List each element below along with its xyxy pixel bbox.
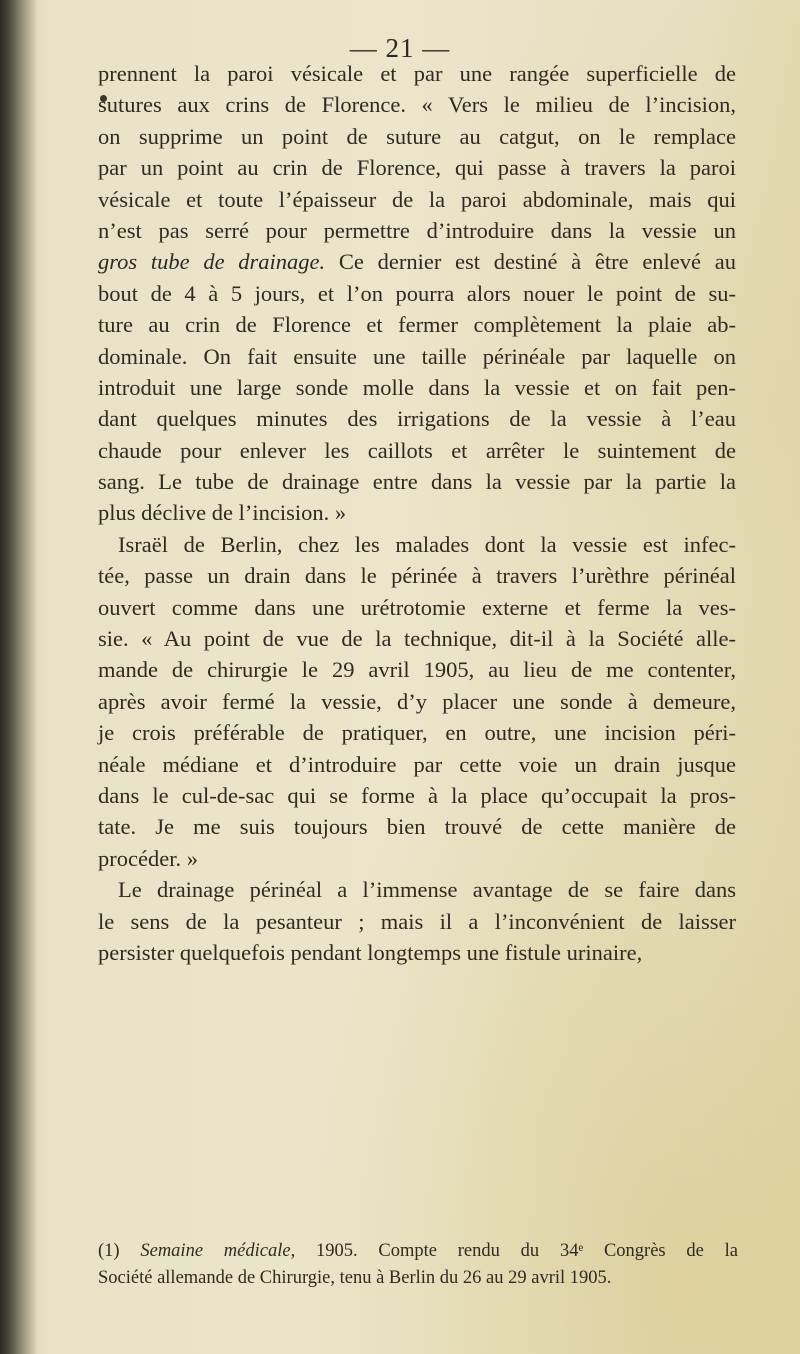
text-line-content: introduit une large sonde molle dans la vessie et on fait pen- (98, 374, 736, 400)
text-line-content: je crois préférable de pratiquer, en outre, une incision péri- (98, 720, 736, 746)
text-line (98, 58, 736, 89)
text-line-content: Le drainage périnéal a l’immense avantage de se faire dans (118, 877, 736, 903)
footnote-line-1-rest: , 1905. Compte rendu du 34ᵉ Congrès de la (290, 1241, 738, 1261)
footnote-journal-title: Semaine médicale (140, 1241, 291, 1261)
text-line (98, 529, 736, 560)
text-line-content: ouvert comme dans une urétrotomie externe et ferme la ves- (98, 594, 736, 620)
text-line-content: le sens de la pesanteur ; mais il a l’inconvénient de laisser (98, 908, 736, 934)
text-line (98, 906, 736, 937)
text-line-content: procéder. » (98, 845, 198, 871)
text-line-content: persister quelquefois pendant longtemps une fistule urinaire, (98, 939, 643, 965)
text-line (98, 749, 736, 780)
text-line (98, 372, 736, 403)
text-line-content: chaude pour enlever les caillots et arrêter le suintement de (98, 437, 736, 463)
text-line (98, 560, 736, 591)
text-line (98, 874, 736, 905)
footnote-marker: (1) (98, 1241, 141, 1261)
text-line (98, 654, 736, 685)
text-line-content: tate. Je me suis toujours bien trouvé de cette manière de (98, 814, 736, 840)
text-line (98, 717, 736, 748)
text-line-content: vésicale et toute l’épaisseur de la paroi abdominale, mais qui (98, 186, 736, 212)
text-line-content: dominale. On fait ensuite une taille périnéale par laquelle on (98, 343, 736, 369)
text-line (98, 215, 736, 246)
text-line (98, 121, 736, 152)
text-line-content: mande de chirurgie le 29 avril 1905, au lieu de me contenter, (98, 657, 736, 683)
text-line-content: ture au crin de Florence et fermer complètement la plaie ab- (98, 312, 736, 338)
text-line (98, 592, 736, 623)
text-line-content: dant quelques minutes des irrigations de la vessie à l’eau (98, 406, 736, 432)
text-line-content: après avoir fermé la vessie, d’y placer une sonde à demeure, (98, 688, 736, 714)
footnote-line-1 (98, 1238, 738, 1265)
text-line (98, 497, 736, 528)
text-line-content: prennent la paroi vésicale et par une rangée superficielle de (98, 61, 736, 86)
text-line (98, 309, 736, 340)
text-line (98, 89, 736, 120)
text-line-content: néale médiane et d’introduire par cette voie un drain jusque (98, 751, 736, 777)
text-line-content: tée, passe un drain dans le périnée à travers l’urèthre périnéal (98, 563, 736, 589)
italic-phrase: gros tube de drainage. (98, 249, 326, 275)
page-number: — 21 — (349, 33, 451, 63)
body-text (98, 58, 736, 968)
text-line (98, 780, 736, 811)
text-line (98, 341, 736, 372)
text-line-content: sang. Le tube de drainage entre dans la vessie par la partie la (98, 469, 736, 495)
text-line (98, 435, 736, 466)
text-line-content: Israël de Berlin, chez les malades dont la vessie est infec- (118, 531, 736, 557)
text-line (98, 811, 736, 842)
text-line-content: plus déclive de l’incision. » (98, 500, 347, 526)
text-line (98, 152, 736, 183)
text-line (98, 623, 736, 654)
text-line-content: sutures aux crins de Florence. « Vers le milieu de l’incision, (98, 92, 736, 118)
text-line-content: on supprime un point de suture au catgut, on le remplace (98, 123, 736, 149)
text-line-content: sie. « Au point de vue de la technique, dit-il à la Société alle- (98, 626, 736, 652)
text-line (98, 246, 736, 277)
text-line (98, 686, 736, 717)
text-line (98, 184, 736, 215)
book-binding-shadow (0, 0, 38, 1354)
text-line-content: par un point au crin de Florence, qui passe à travers la paroi (98, 155, 736, 181)
text-line (98, 278, 736, 309)
text-line (98, 403, 736, 434)
footnote (98, 1238, 738, 1292)
text-line (98, 466, 736, 497)
text-line-content: n’est pas serré pour permettre d’introduire dans la vessie un (98, 217, 736, 243)
text-line-content: dans le cul-de-sac qui se forme à la place qu’occupait la pros- (98, 782, 736, 808)
text-line (98, 843, 736, 874)
text-line-content: bout de 4 à 5 jours, et l’on pourra alors nouer le point de su- (98, 280, 736, 306)
text-line (98, 937, 736, 968)
footnote-line-2: Société allemande de Chirurgie, tenu à Berlin du 26 au 29 avril 1905. (98, 1268, 612, 1288)
text-line-content: Ce dernier est destiné à être enlevé au (325, 249, 736, 275)
